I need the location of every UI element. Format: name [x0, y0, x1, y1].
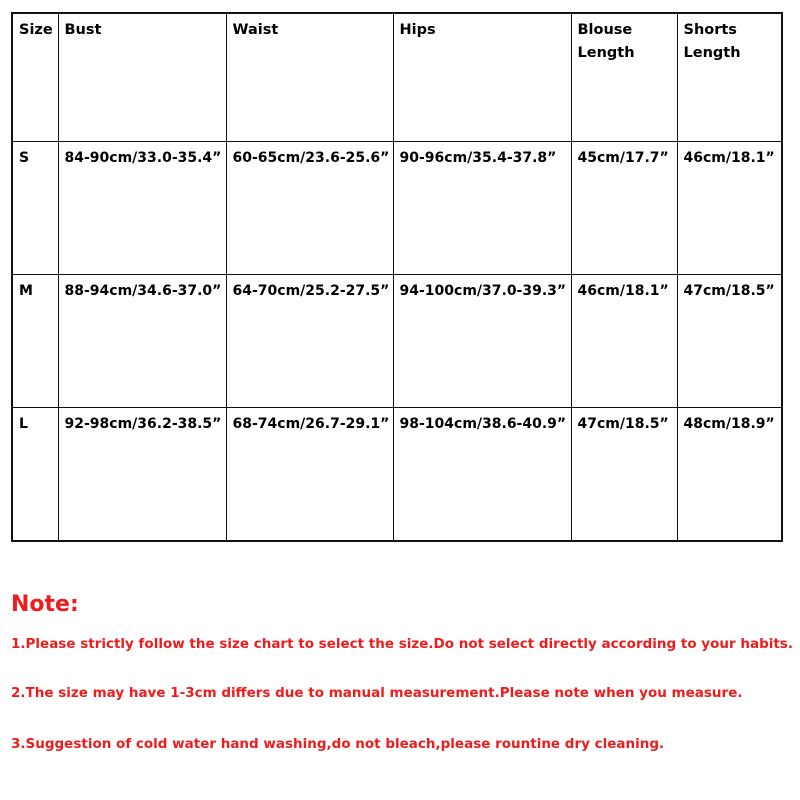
note-title: Note: — [11, 592, 79, 617]
cell-size: L — [12, 408, 58, 541]
cell-hips: 98-104cm/38.6-40.9” — [393, 408, 571, 541]
cell-bust: 88-94cm/34.6-37.0” — [58, 274, 226, 407]
header-blouse-length: Blouse Length — [571, 13, 677, 141]
note-line-1: 1.Please strictly follow the size chart to select the size.Do not select directly according to your habits. — [11, 636, 793, 652]
cell-shorts-length: 47cm/18.5” — [677, 274, 782, 407]
table-row — [12, 408, 782, 541]
size-chart-table — [11, 12, 783, 542]
cell-hips: 90-96cm/35.4-37.8” — [393, 141, 571, 274]
header-hips: Hips — [393, 13, 571, 141]
header-shorts-length: Shorts Length — [677, 13, 782, 141]
header-bust: Bust — [58, 13, 226, 141]
note-line-2: 2.The size may have 1-3cm differs due to manual measurement.Please note when you measure. — [11, 685, 743, 701]
cell-size: M — [12, 274, 58, 407]
cell-hips: 94-100cm/37.0-39.3” — [393, 274, 571, 407]
cell-waist: 68-74cm/26.7-29.1” — [226, 408, 393, 541]
table-row — [12, 274, 782, 407]
cell-waist: 64-70cm/25.2-27.5” — [226, 274, 393, 407]
cell-blouse-length: 45cm/17.7” — [571, 141, 677, 274]
header-size: Size — [12, 13, 58, 141]
cell-bust: 84-90cm/33.0-35.4” — [58, 141, 226, 274]
table-row — [12, 141, 782, 274]
cell-shorts-length: 46cm/18.1” — [677, 141, 782, 274]
note-line-3: 3.Suggestion of cold water hand washing,do not bleach,please rountine dry cleaning. — [11, 736, 665, 752]
table-header-row — [12, 13, 782, 141]
cell-shorts-length: 48cm/18.9” — [677, 408, 782, 541]
cell-blouse-length: 46cm/18.1” — [571, 274, 677, 407]
cell-bust: 92-98cm/36.2-38.5” — [58, 408, 226, 541]
cell-size: S — [12, 141, 58, 274]
cell-blouse-length: 47cm/18.5” — [571, 408, 677, 541]
cell-waist: 60-65cm/23.6-25.6” — [226, 141, 393, 274]
header-waist: Waist — [226, 13, 393, 141]
